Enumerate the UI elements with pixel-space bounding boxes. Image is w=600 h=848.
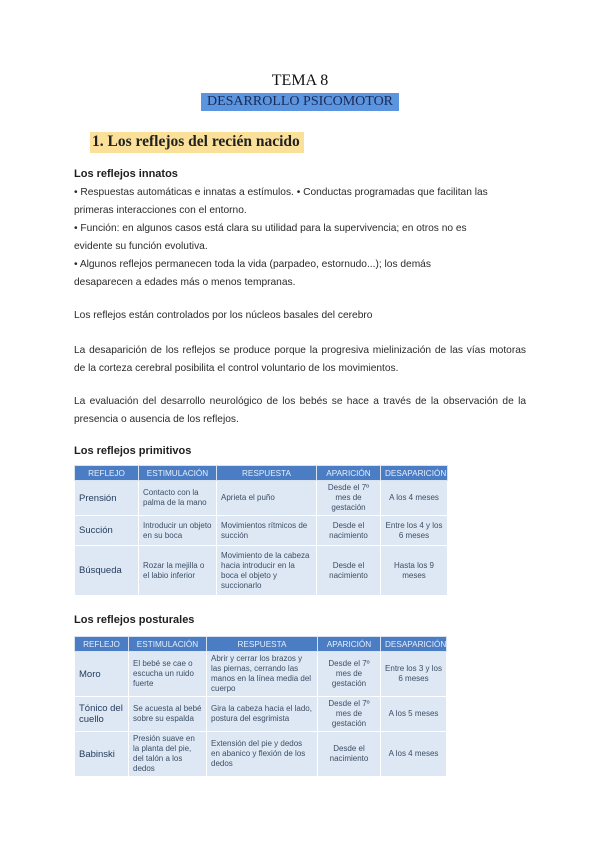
table-header-row	[75, 466, 448, 481]
cell-desaparicion: Entre los 3 y los 6 meses	[381, 652, 447, 697]
cell-aparicion: Desde el nacimiento	[317, 546, 381, 596]
cell-reflejo: Prensión	[75, 481, 139, 516]
col-header-respuesta: RESPUESTA	[217, 466, 317, 481]
bullet-1-line-2: primeras interacciones con el entorno.	[74, 205, 247, 216]
cell-aparicion: Desde el nacimiento	[317, 516, 381, 546]
cell-desaparicion: Entre los 4 y los 6 meses	[381, 516, 448, 546]
table-header-row	[75, 637, 447, 652]
col-header-reflejo: REFLEJO	[75, 466, 139, 481]
section-heading-wrap	[90, 132, 304, 153]
table-row	[75, 732, 447, 777]
paragraph-nucleos: Los reflejos están controlados por los núcleos basales del cerebro	[74, 310, 373, 321]
primitivos-table	[74, 465, 448, 596]
cell-desaparicion: A los 4 meses	[381, 732, 447, 777]
cell-estimulacion: Rozar la mejilla o el labio inferior	[139, 546, 217, 596]
cell-estimulacion: Contacto con la palma de la mano	[139, 481, 217, 516]
cell-reflejo: Babinski	[75, 732, 129, 777]
cell-desaparicion: A los 5 meses	[381, 697, 447, 732]
table-row	[75, 481, 448, 516]
cell-estimulacion: Presión suave en la planta del pie, del talón a los dedos	[129, 732, 207, 777]
col-header-aparicion: APARICIÓN	[317, 466, 381, 481]
cell-respuesta: Extensión del pie y dedos en abanico y flexión de los dedos	[207, 732, 318, 777]
col-header-aparicion: APARICIÓN	[318, 637, 381, 652]
col-header-estimulacion: ESTIMULACIÓN	[129, 637, 207, 652]
cell-aparicion: Desde el 7º mes de gestación	[318, 652, 381, 697]
table-row	[75, 697, 447, 732]
col-header-desaparicion: DESAPARICIÓN	[381, 637, 447, 652]
section-heading: 1. Los reflejos del recién nacido	[90, 132, 304, 153]
table-row	[75, 516, 448, 546]
cell-reflejo: Búsqueda	[75, 546, 139, 596]
paragraph-evaluacion: La evaluación del desarrollo neurológico de los bebés se hace a través de la observación de la presencia o ausencia de los reflejos.	[74, 396, 526, 425]
col-header-desaparicion: DESAPARICIÓN	[381, 466, 448, 481]
table-row	[75, 652, 447, 697]
posturales-heading: Los reflejos posturales	[74, 614, 195, 626]
innatos-heading: Los reflejos innatos	[74, 168, 178, 180]
tema-title: TEMA 8	[271, 72, 329, 89]
subtitle-wrap	[0, 92, 600, 111]
primitivos-heading: Los reflejos primitivos	[74, 445, 192, 457]
cell-estimulacion: Introducir un objeto en su boca	[139, 516, 217, 546]
cell-desaparicion: A los 4 meses	[381, 481, 448, 516]
bullet-2-line-2: evidente su función evolutiva.	[74, 241, 208, 252]
bullet-1-line-1: • Respuestas automáticas e innatas a estímulos. • Conductas programadas que facilitan las	[74, 187, 488, 198]
cell-respuesta: Movimiento de la cabeza hacia introducir en la boca el objeto y succionarlo	[217, 546, 317, 596]
innatos-list	[74, 184, 526, 292]
cell-reflejo: Tónico del cuello	[75, 697, 129, 732]
cell-estimulacion: Se acuesta al bebé sobre su espalda	[129, 697, 207, 732]
cell-reflejo: Succión	[75, 516, 139, 546]
chapter-subtitle: DESARROLLO PSICOMOTOR	[201, 93, 399, 111]
table-row	[75, 546, 448, 596]
bullet-2-line-1: • Función: en algunos casos está clara su utilidad para la supervivencia; en otros no es	[74, 223, 467, 234]
bullet-3-line-2: desaparecen a edades más o menos tempranas.	[74, 277, 296, 288]
paragraph-desaparicion: La desaparición de los reflejos se produce porque la progresiva mielinización de las vías motoras de la corteza cerebral posibilita el control voluntario de los movimientos.	[74, 345, 526, 374]
cell-aparicion: Desde el nacimiento	[318, 732, 381, 777]
cell-respuesta: Aprieta el puño	[217, 481, 317, 516]
cell-respuesta: Movimientos rítmicos de succión	[217, 516, 317, 546]
cell-respuesta: Gira la cabeza hacia el lado, postura del esgrimista	[207, 697, 318, 732]
cell-aparicion: Desde el 7º mes de gestación	[317, 481, 381, 516]
col-header-estimulacion: ESTIMULACIÓN	[139, 466, 217, 481]
col-header-respuesta: RESPUESTA	[207, 637, 318, 652]
bullet-3-line-1: • Algunos reflejos permanecen toda la vida (parpadeo, estornudo...); los demás	[74, 259, 431, 270]
cell-desaparicion: Hasta los 9 meses	[381, 546, 448, 596]
cell-estimulacion: El bebé se cae o escucha un ruido fuerte	[129, 652, 207, 697]
cell-aparicion: Desde el 7º mes de gestación	[318, 697, 381, 732]
cell-reflejo: Moro	[75, 652, 129, 697]
cell-respuesta: Abrir y cerrar los brazos y las piernas, cerrando las manos en la línea media del cuerpo	[207, 652, 318, 697]
posturales-table	[74, 636, 447, 777]
col-header-reflejo: REFLEJO	[75, 637, 129, 652]
